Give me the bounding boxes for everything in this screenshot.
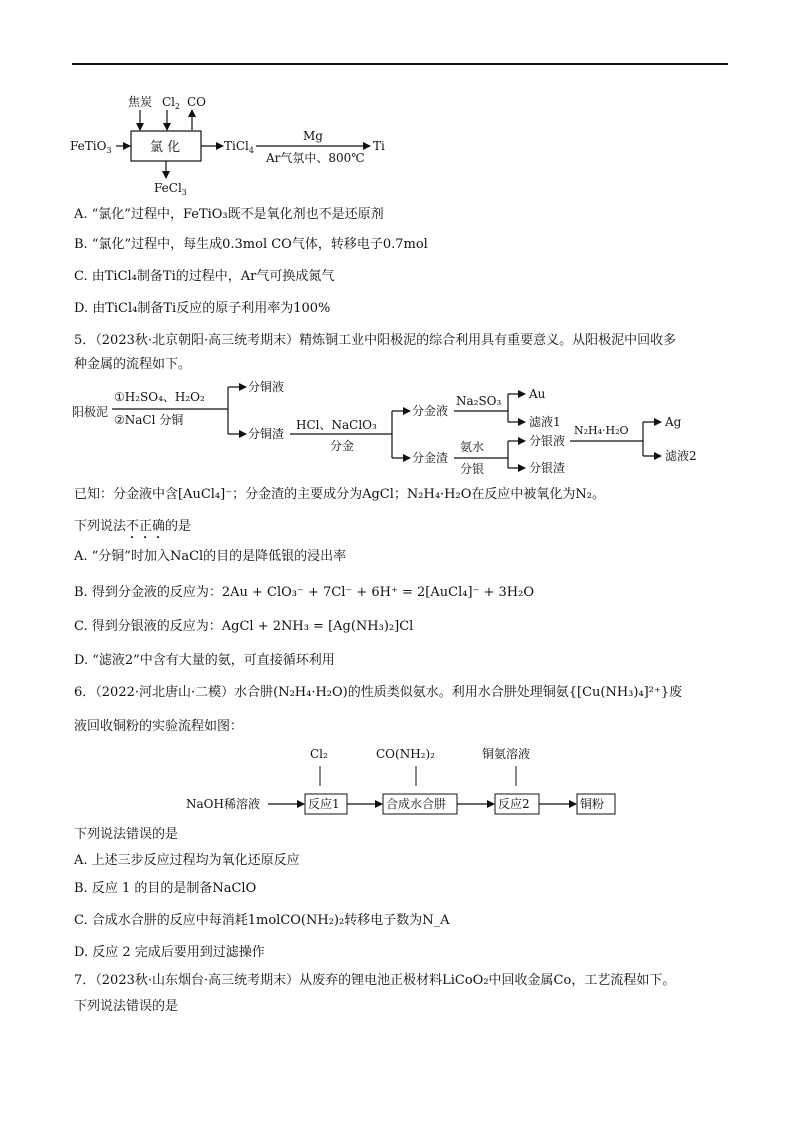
q7-stem-line2: 下列说法错误的是 — [74, 999, 179, 1014]
q5-flow-step1b: ②NaCl 分铜 — [114, 413, 184, 427]
flow1-final: Ti — [373, 139, 385, 153]
q5-flow-au-liquid: 分金液 — [412, 404, 449, 418]
q5-flow-reagent4: 氨水 — [460, 440, 485, 454]
flow1-byproduct: FeCl$_3$ — [154, 181, 187, 197]
q4-option-b: B. “氯化”过程中，每生成0.3mol CO气体，转移电子0.7mol — [74, 237, 428, 252]
q5-option-a: A. “分铜”时加入NaCl的目的是降低银的浸出率 — [74, 549, 347, 564]
q5-flow-cu-liquid: 分铜液 — [248, 380, 285, 394]
flow1-input-cl2: $Cl_2$ — [162, 95, 181, 111]
q5-option-c: C. 得到分银液的反应为：AgCl + 2NH₃ = [Ag(NH₃)₂]Cl — [74, 619, 414, 634]
q5-stem-line2: 种金属的流程如下。 — [74, 357, 192, 372]
flow1-product: TiCl$_4$ — [224, 139, 254, 155]
q5-flow-filtrate1: 滤液1 — [529, 415, 561, 429]
q6-option-a: A. 上述三步反应过程均为氧化还原反应 — [74, 853, 300, 868]
flow1-output-co: CO — [187, 95, 207, 109]
q5-flow-cu-residue: 分铜渣 — [248, 427, 285, 441]
flow1-condition: Ar气氛中、800℃ — [266, 151, 365, 165]
flow1-input-coke: 焦炭 — [128, 95, 153, 109]
q5-ask-post: 的是 — [165, 519, 192, 534]
q6-flow-top3: 铜氨溶液 — [482, 747, 531, 761]
q5-ask-pre: 下列说法 — [74, 519, 127, 534]
q5-option-d: D. “滤液2”中含有大量的氨，可直接循环利用 — [74, 653, 335, 668]
q5-flow-ag: Ag — [665, 415, 682, 429]
q5-stem-line1: 5．（2023秋·北京朝阳·高三统考期末）精炼铜工业中阳极泥的综合利用具有重要意义。从阳极泥中回收多 — [74, 333, 677, 348]
q5-flow-step1a: ①H₂SO₄、H₂O₂ — [114, 390, 205, 404]
q6-flow-box4-label: 铜粉 — [580, 797, 605, 811]
q6-ask: 下列说法错误的是 — [74, 827, 179, 842]
flow1-feed: FeTiO$_3$ — [70, 139, 112, 155]
q5-flow-au: Au — [529, 387, 546, 401]
q6-option-d: D. 反应 2 完成后要用到过滤操作 — [74, 945, 265, 960]
q6-flow-box2-label: 合成水合肼 — [386, 797, 447, 811]
q6-stem-line2: 液回收铜粉的实验流程如图： — [74, 719, 244, 734]
q5-ask — [74, 518, 191, 542]
q5-flow-reagent5: N₂H₄·H₂O — [574, 424, 629, 437]
q7-stem-line1: 7．（2023秋·山东烟台·高三统考期末）从废弃的锂电池正极材料LiCoO₂中回收金属Co，工艺流程如下。 — [74, 973, 676, 988]
q5-flow-filtrate2: 滤液2 — [665, 449, 697, 463]
q5-flow-reagent2: HCl、NaClO₃ — [296, 418, 377, 432]
q4-option-c: C. 由TiCl₄制备Ti的过程中，Ar气可换成氮气 — [74, 269, 335, 284]
q5-ask-emphasis: 不正确 — [126, 519, 166, 534]
header-rule — [72, 63, 728, 65]
q6-flow-top1: Cl₂ — [310, 747, 328, 761]
q5-option-b: B. 得到分金液的反应为：2Au + ClO₃⁻ + 7Cl⁻ + 6H⁺ = 2[AuCl₄]⁻ + 3H₂O — [74, 585, 535, 600]
q6-stem-line1: 6．（2022·河北唐山·二模）水合肼(N₂H₄·H₂O)的性质类似氨水。利用水合肼处理铜氨{[Cu(NH₃)₄]²⁺}废 — [74, 685, 683, 700]
flow-diagram-hydrazine — [186, 742, 646, 822]
flow-diagram-chlorination — [70, 88, 390, 198]
q5-flow-ag-residue: 分银渣 — [529, 461, 566, 475]
q6-flow-start: NaOH稀溶液 — [186, 797, 260, 811]
q6-flow-top2: CO(NH₂)₂ — [376, 747, 435, 761]
q5-known: 已知：分金液中含[AuCl₄]⁻；分金渣的主要成分为AgCl；N₂H₄·H₂O在反应中被氧化为N₂。 — [74, 487, 605, 502]
q4-option-a: A. “氯化”过程中，FeTiO₃既不是氧化剂也不是还原剂 — [74, 207, 384, 222]
q6-flow-box1-label: 反应1 — [308, 797, 340, 811]
flow1-reagent: Mg — [303, 129, 323, 143]
flow-diagram-anode-slime — [70, 378, 730, 478]
q5-flow-reagent3: Na₂SO₃ — [456, 394, 502, 408]
q5-flow-start: 阳极泥 — [72, 405, 109, 419]
q6-option-b: B. 反应 1 的目的是制备NaClO — [74, 881, 257, 896]
q4-option-d: D. 由TiCl₄制备Ti反应的原子利用率为100% — [74, 301, 331, 316]
q5-flow-label4: 分银 — [460, 462, 485, 476]
flow1-box-label: 氯 化 — [150, 140, 181, 155]
q5-flow-ag-liquid: 分银液 — [529, 434, 566, 448]
q6-option-c: C. 合成水合肼的反应中每消耗1molCO(NH₂)₂转移电子数为N_A — [74, 913, 450, 928]
q5-flow-label2: 分金 — [330, 439, 355, 453]
q5-flow-au-residue: 分金渣 — [412, 451, 449, 465]
q6-flow-box3-label: 反应2 — [498, 797, 530, 811]
